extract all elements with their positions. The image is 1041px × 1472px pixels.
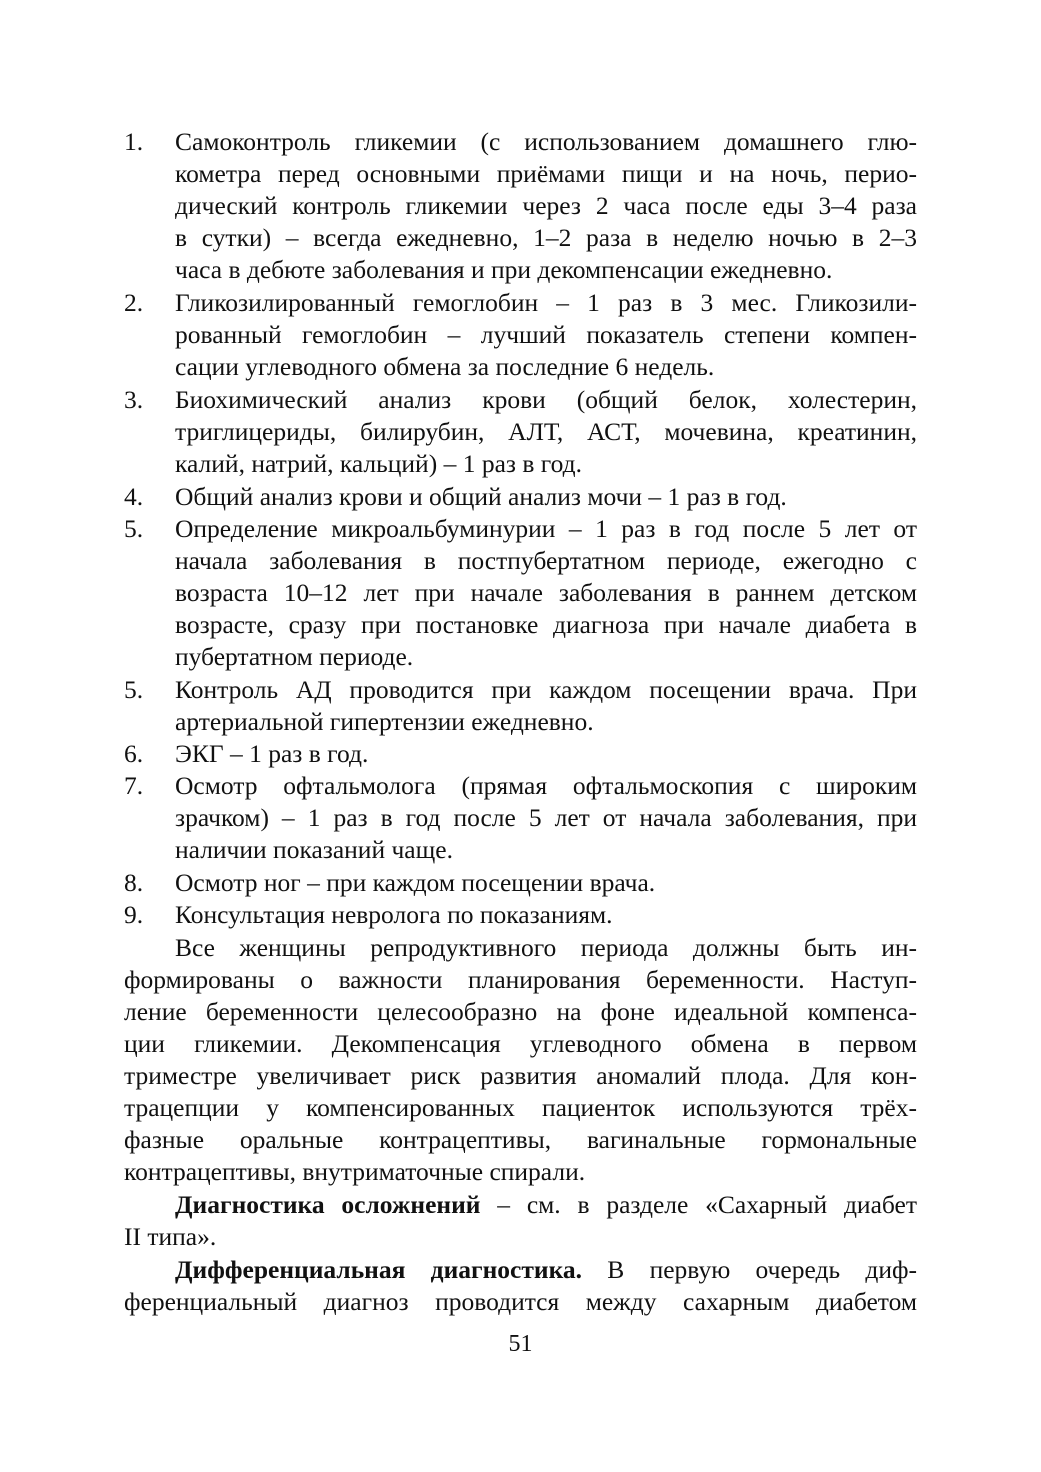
paragraph-line: трацепции у компенсированных пациенток используются трёх- [124, 1093, 917, 1122]
list-item-line: начала заболевания в постпубертатном периоде, ежегодно с [175, 546, 917, 575]
paragraph-line: ференциальный диагноз проводится между сахарным диабетом [124, 1287, 917, 1316]
list-item-line: пубертатном периоде. [175, 642, 414, 671]
list-item-line: Самоконтроль гликемии (с использованием домашнего глю- [175, 127, 917, 156]
list-item-line: сации углеводного обмена за последние 6 недель. [175, 352, 715, 381]
list-item-line: в сутки) – всегда ежедневно, 1–2 раза в неделю ночью в 2–3 [175, 223, 917, 252]
list-item-line: часа в дебюте заболевания и при декомпенсации ежедневно. [175, 255, 833, 284]
list-number: 1. [124, 127, 144, 156]
list-item-line: рованный гемоглобин – лучший показатель степени компен- [175, 320, 917, 349]
list-number: 6. [124, 739, 144, 768]
list-item-line: кометра перед основными приёмами пищи и на ночь, перио- [175, 159, 917, 188]
list-item-line: калий, натрий, кальций) – 1 раз в год. [175, 449, 582, 478]
list-item-line: Осмотр офтальмолога (прямая офтальмоскопия с широким [175, 771, 917, 800]
list-item-line: Гликозилированный гемоглобин – 1 раз в 3 мес. Гликозили- [175, 288, 917, 317]
list-item-line: Общий анализ крови и общий анализ мочи – 1 раз в год. [175, 482, 787, 511]
paragraph-line: II типа». [124, 1222, 217, 1251]
paragraph-line: Все женщины репродуктивного периода должны быть ин- [175, 933, 917, 962]
paragraph-text: – см. в разделе «Сахарный диабет [480, 1190, 917, 1219]
paragraph-text: В первую очередь диф- [582, 1255, 917, 1284]
list-number: 7. [124, 771, 144, 800]
list-number: 3. [124, 385, 144, 414]
paragraph-line: ции гликемии. Декомпенсация углеводного обмена в первом [124, 1029, 917, 1058]
paragraph-line [175, 1189, 917, 1221]
list-item-line: наличии показаний чаще. [175, 835, 453, 864]
list-item-line: зрачком) – 1 раз в год после 5 лет от начала заболевания, при [175, 803, 917, 832]
list-item-line: дический контроль гликемии через 2 часа после еды 3–4 раза [175, 191, 917, 220]
list-item-line: возраста 10–12 лет при начале заболевания в раннем детском [175, 578, 917, 607]
list-item-line: триглицериды, билирубин, АЛТ, АСТ, мочевина, креатинин, [175, 417, 917, 446]
list-item-line: артериальной гипертензии ежедневно. [175, 707, 594, 736]
bold-heading: Дифференциальная диагностика. [175, 1255, 583, 1284]
list-item-line: Контроль АД проводится при каждом посещении врача. При [175, 675, 917, 704]
list-number: 5. [124, 514, 144, 543]
list-item-line: ЭКГ – 1 раз в год. [175, 739, 369, 768]
page-number: 51 [508, 1331, 533, 1357]
list-item-line: Консультация невролога по показаниям. [175, 900, 613, 929]
paragraph-line: контрацептивы, внутриматочные спирали. [124, 1157, 586, 1186]
paragraph-line [175, 1254, 917, 1286]
paragraph-line: ление беременности целесообразно на фоне идеальной компенса- [124, 997, 917, 1026]
list-number: 8. [124, 868, 144, 897]
list-item-line: возрасте, сразу при постановке диагноза при начале диабета в [175, 610, 917, 639]
bold-heading: Диагностика осложнений [175, 1190, 481, 1219]
list-item-line: Осмотр ног – при каждом посещении врача. [175, 868, 656, 897]
list-number: 5. [124, 675, 144, 704]
paragraph-line: формированы о важности планирования беременности. Наступ- [124, 965, 917, 994]
list-number: 4. [124, 482, 144, 511]
paragraph-line: фазные оральные контрацептивы, вагинальные гормональные [124, 1125, 917, 1154]
paragraph-line: триместре увеличивает риск развития аномалий плода. Для кон- [124, 1061, 917, 1090]
list-number: 9. [124, 900, 144, 929]
list-item-line: Биохимический анализ крови (общий белок, холестерин, [175, 385, 917, 414]
list-item-line: Определение микроальбуминурии – 1 раз в год после 5 лет от [175, 514, 917, 543]
list-number: 2. [124, 288, 144, 317]
